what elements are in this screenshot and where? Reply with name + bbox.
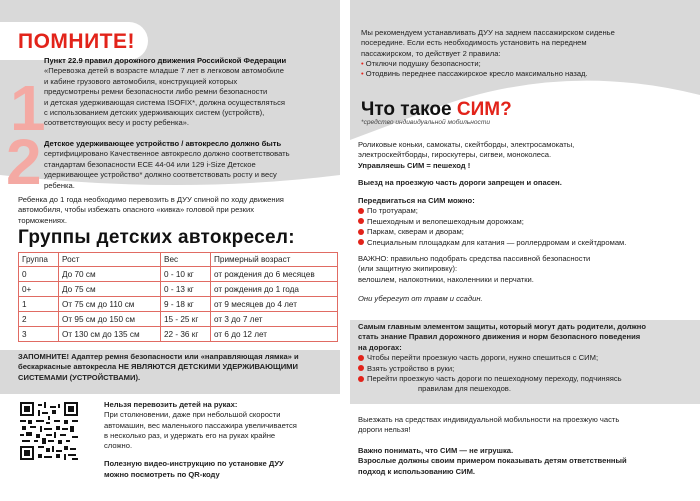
table-row [19,282,338,297]
cell: 0 - 13 кг [161,282,211,297]
bullet-icon [358,208,364,214]
cell: 22 - 36 кг [161,327,211,342]
cell: До 70 см [59,267,161,282]
cell: от 9 месяцев до 4 лет [211,297,338,312]
cell: 0+ [19,282,59,297]
sim-allowed-list: Передвигаться на СИМ можно: По тротуарам; Пешеходным и велопешеходным дорожкам; Паркам, скверам и дворам; Специальным площадкам для катания — роллердромам и скейтдромам. [358,196,627,247]
header-weight: Вес [161,253,211,267]
cell: 15 - 25 кг [161,312,211,327]
table-row [19,327,338,342]
protect-note: Они уберегут от травм и ссадин. [358,294,483,303]
cell: От 95 см до 150 см [59,312,161,327]
sim-description: Роликовые коньки, самокаты, скейтборды, электросамокаты, электроскейтборды, гироскутеры, сигвеи, моноколеса. Управляешь СИМ = пешеход ! [358,140,575,170]
bullet-icon [358,229,364,235]
not-a-toy: Важно понимать, что СИМ — не игрушка. Взрослые должны своим примером показывать детям ответственный подход к использованию СИМ. [358,446,627,476]
seat-recommendation: Мы рекомендуем устанавливать ДУУ на заднем пассажирском сиденье посередине. Если есть необходимость установить на переднем пассажирском, то действует 2 правила: • Отключи подушку безопасности; • Отодвинь переднее пассажирское кресло максимально назад. [361,28,615,79]
number-two: 2 [6,126,42,198]
left-column [0,0,340,501]
cell: от 6 до 12 лет [211,327,338,342]
warning-text: ЗАПОМНИТЕ! Адаптер ремня безопасности или «направляющая лямка» и бескаркасные автокресла НЕ ЯВЛЯЮТСЯ ДЕТСКИМИ УДЕРЖИВАЮЩИМИ СИСТЕМАМИ (УСТРОЙСТВАМИ). [18,352,299,382]
rear-facing-note: Ребенка до 1 года необходимо перевозить в ДУУ спиной по ходу движения автомобиля, чтобы избежать опасного «кивка» головой при резких торможениях. [18,195,284,225]
bullet-icon: • [361,58,366,68]
bullet-icon: • [361,69,366,79]
bullet-icon [358,355,364,361]
cell: До 75 см [59,282,161,297]
table-row [19,312,338,327]
page-title: ПОМНИТЕ! [18,30,136,53]
header-age: Примерный возраст [211,253,338,267]
cell: 9 - 18 кг [161,297,211,312]
groups-heading: Группы детских автокресел: [18,227,295,248]
ride-ban: Выезжать на средствах индивидуальной мобильности на проезжую часть дороги нельзя! [358,415,620,435]
bullet-icon [358,239,364,245]
cell: 0 [19,267,59,282]
bullet-icon [358,218,364,224]
rule-two: Детское удерживающее устройство / автокресло должно быть сертифицировано Качественное автокресло должно соответствовать стандартам безопасности ECE 44-04 или 129 i-Size Детское удерживающее устройство* должно соответствовать росту и весу ребенка. [44,139,290,190]
rule-one: Пункт 22.9 правил дорожного движения Российской Федерации «Перевозка детей в возрасте младше 7 лет в легковом автомобиле и кабине грузового автомобиля, конструкцией которых предусмотрены ремни безопасности либо ремни безопасности и детская удерживающая система ISOFIX*, должна осуществляться с использованием детских удерживающих систем (устройств), соответствующих весу и росту ребенка». [44,56,287,128]
right-column [350,0,700,501]
cell: От 75 см до 110 см [59,297,161,312]
qr-info: Нельзя перевозить детей на руках: При столкновении, даже при небольшой скорости автомашин, вес маленького пассажира увеличивается в несколько раз, и удержать его на руках крайне сложно. Полезную видео-инструкцию по установке ДУУ можно посмотреть по QR-коду [104,400,297,479]
sim-heading: Что такое СИМ? [361,99,512,120]
cell: 1 [19,297,59,312]
table-row [19,267,338,282]
table-header-row [19,253,338,267]
cell: От 130 см до 135 см [59,327,161,342]
bullet-icon [358,365,364,371]
parents-rules: Самым главным элементом защиты, который могут дать родители, должно стать знание Правил дорожного движения и норм безопасного поведения на дорогах: Чтобы перейти проезжую часть дороги, нужно спешиться с СИМ; Взять устройство в руки; Перейти проезжую часть дороги по пешеходному переходу, подчиняясь правилам для пешеходов. [358,322,647,394]
cell: 3 [19,327,59,342]
groups-table [18,252,338,342]
cell: от рождения до 6 месяцев [211,267,338,282]
table-row [19,297,338,312]
cell: 0 - 10 кг [161,267,211,282]
protection-note: ВАЖНО: правильно подобрать средства пассивной безопасности (или защитную экипировку): велошлем, налокотники, наколенники и перчатки. [358,254,591,284]
number-one: 1 [10,72,46,144]
header-group: Группа [19,253,59,267]
bullet-icon [358,376,364,382]
sim-ban: Выезд на проезжую часть дороги запрещен и опасен. [358,178,562,187]
header-height: Рост [59,253,161,267]
cell: от рождения до 1 года [211,282,338,297]
cell: 2 [19,312,59,327]
sim-subtitle: *средство индивидуальной мобильности [361,119,491,126]
qr-code-icon[interactable] [20,402,78,460]
cell: от 3 до 7 лет [211,312,338,327]
